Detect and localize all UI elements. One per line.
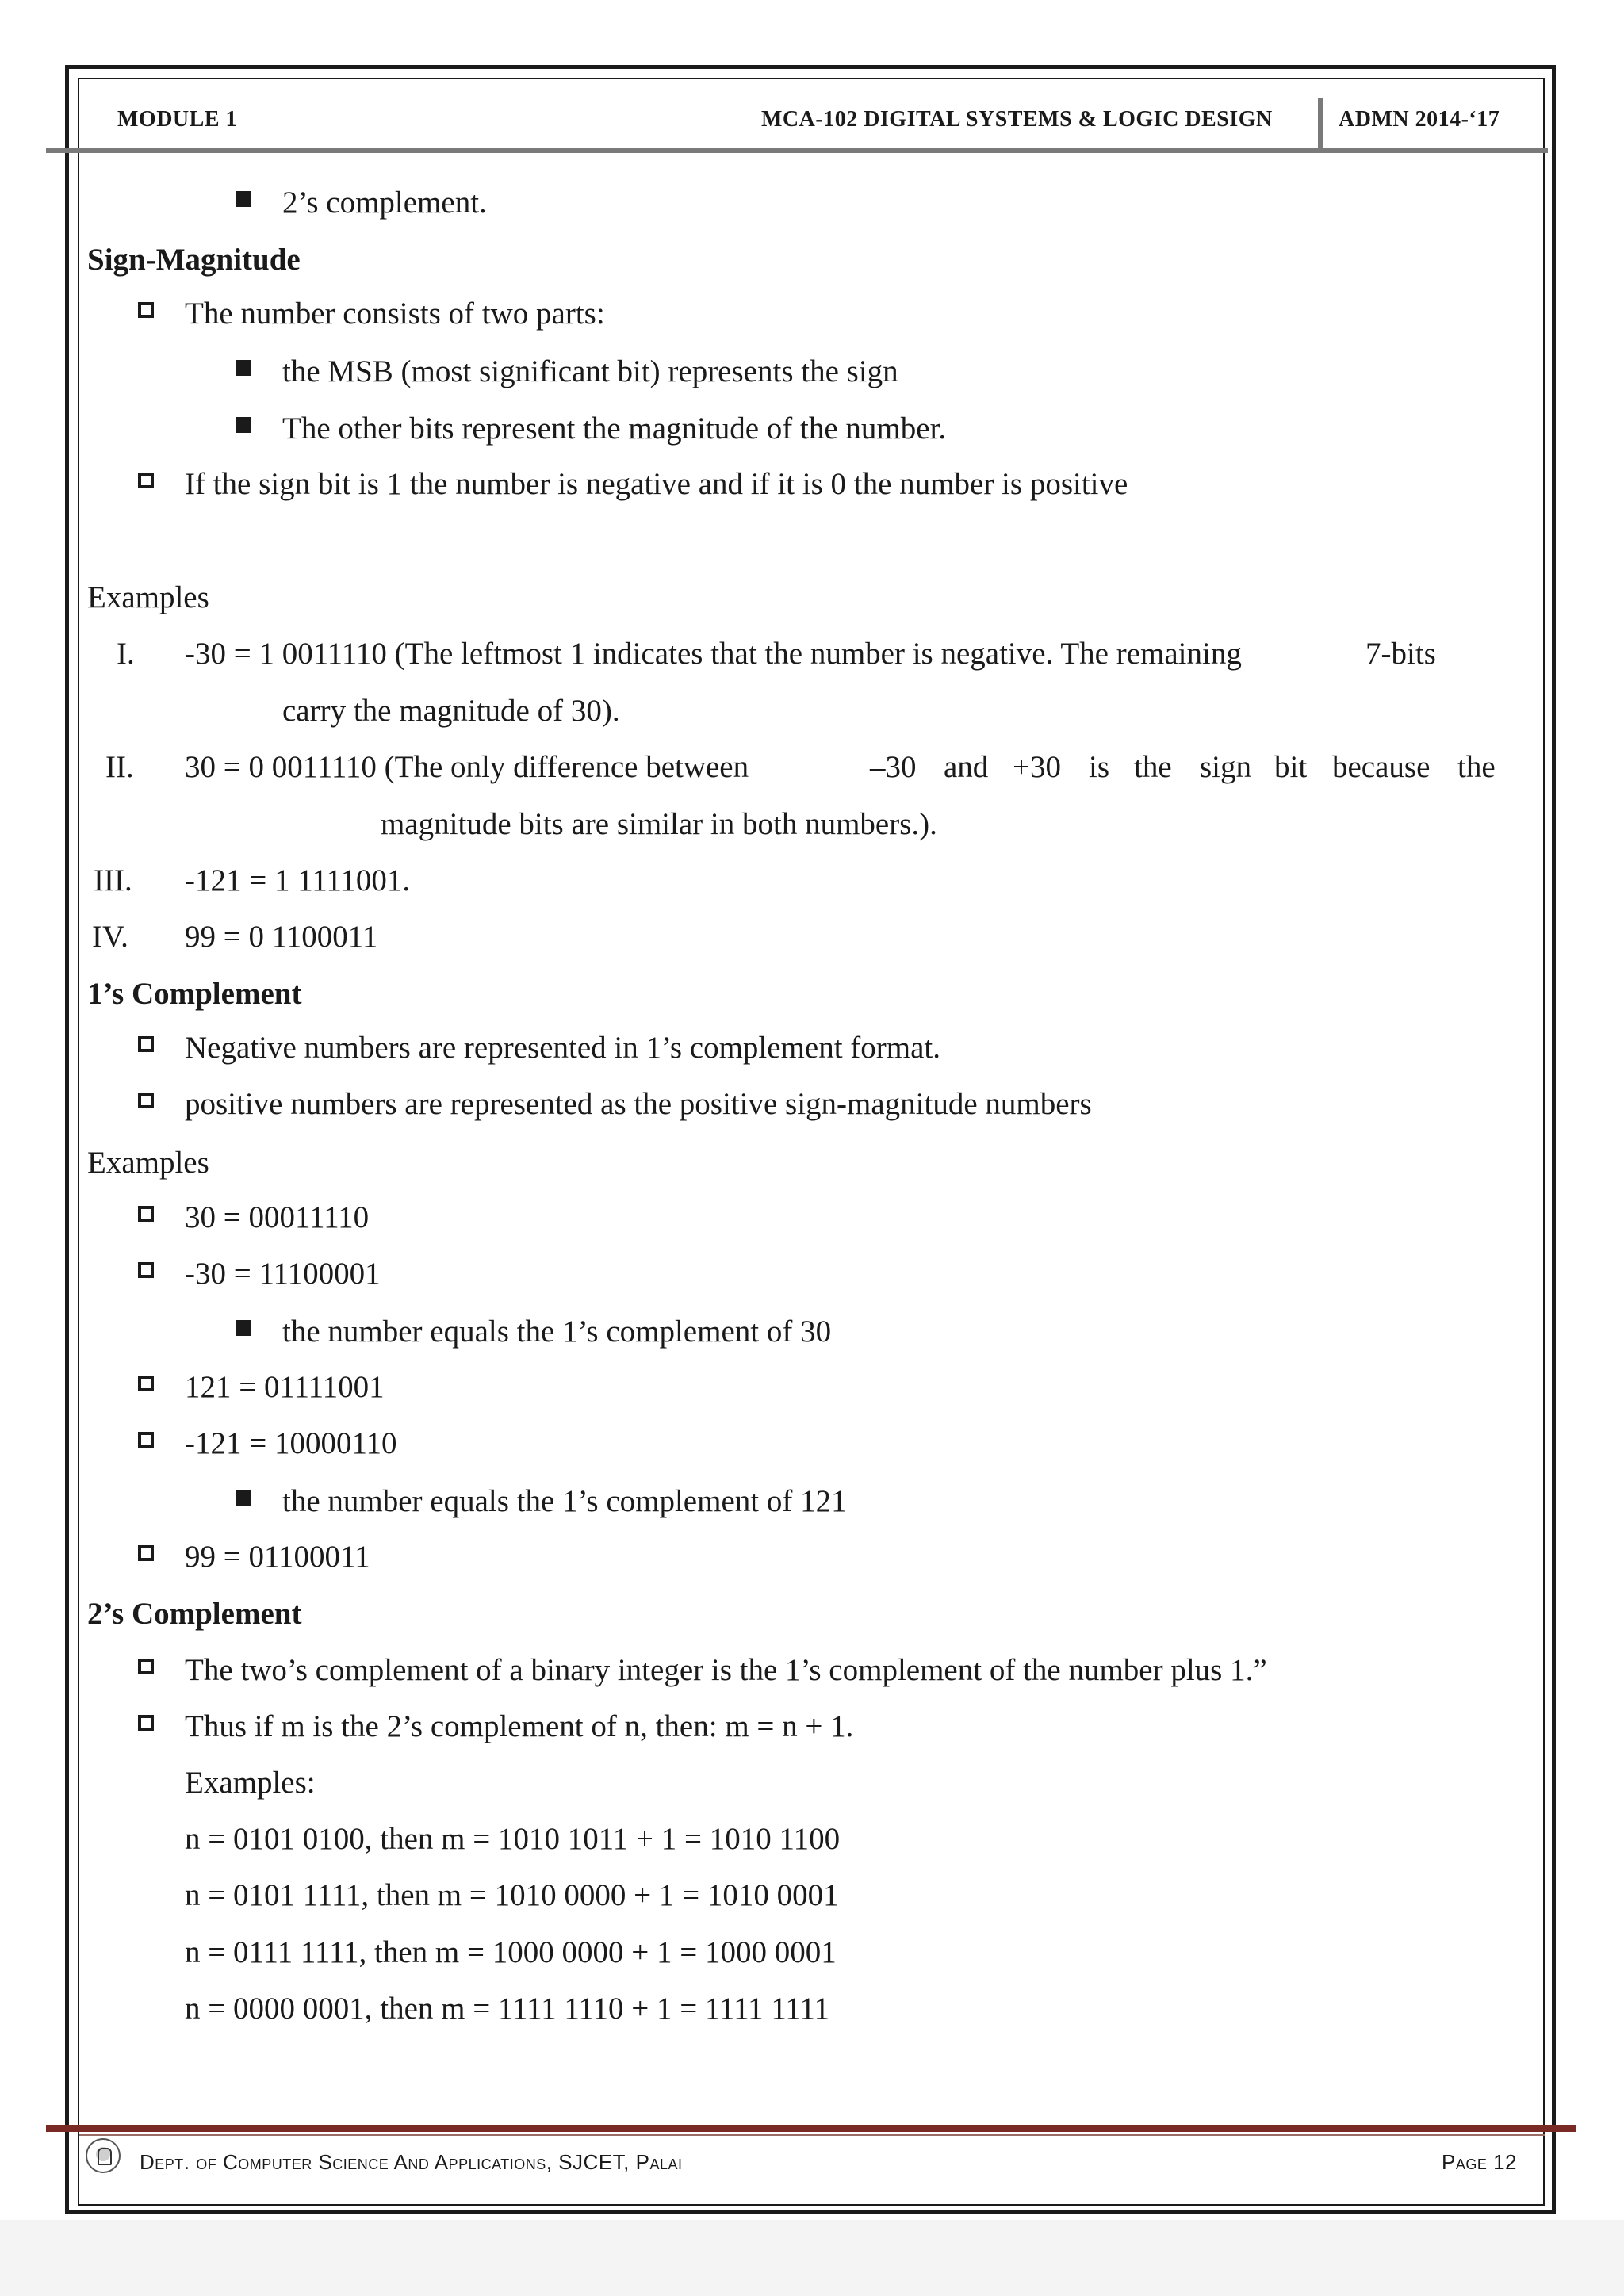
section-heading-ones-complement: 1’s Complement [87,977,302,1011]
section-heading-twos-complement: 2’s Complement [87,1597,302,1631]
footer-rule [46,2125,1576,2132]
bullet-text: If the sign bit is 1 the number is negative and if it is 0 the number is positive [185,467,1128,501]
filled-square-bullet [236,191,251,207]
header-rule [46,148,1548,153]
sub-bullet-text: the number equals the 1’s complement of 121 [282,1484,847,1518]
header-separator [1318,98,1323,149]
sub-bullet-text: the number equals the 1’s complement of 30 [282,1314,832,1349]
page-header [0,78,1624,153]
bullet-text: Negative numbers are represented in 1’s complement format. [185,1031,940,1065]
hollow-square-bullet [138,302,154,318]
hollow-square-bullet [138,1545,154,1561]
example-text: 99 = 0 1100011 [185,920,378,954]
hollow-square-bullet [138,1376,154,1391]
hollow-square-bullet [138,1036,154,1052]
example-word: the [1134,750,1172,784]
example-word: the [1457,750,1496,784]
example-word: sign [1200,750,1252,784]
example-word: because [1332,750,1431,784]
bullet-text: Thus if m is the 2’s complement of n, then: m = n + 1. [185,1709,854,1743]
example-word: bit [1274,750,1308,784]
example-word: and [944,750,989,784]
example-item: -30 = 11100001 [185,1257,381,1291]
footer-rule-thin [79,2134,1545,2136]
sub-bullet-text: the MSB (most significant bit) represents the sign [282,354,898,388]
example-item: 121 = 01111001 [185,1370,385,1404]
example-numeral: I. [117,637,135,671]
bullet-text: positive numbers are represented as the positive sign-magnitude numbers [185,1087,1092,1121]
example-text: 7-bits [1365,637,1436,671]
example-text: -121 = 1 1111001. [185,863,411,897]
filled-square-bullet [236,1490,251,1506]
header-admission: ADMN 2014-‘17 [1339,107,1500,132]
examples-label: Examples: [185,1766,316,1800]
filled-square-bullet [236,360,251,376]
footer-department: Dept. of Computer Science And Applications, SJCET, Palai [140,2150,683,2174]
hollow-square-bullet [138,1262,154,1278]
example-continuation: magnitude bits are similar in both numbers.). [381,807,937,841]
example-word: +30 [1013,750,1061,784]
example-row: n = 0111 1111, then m = 1000 0000 + 1 = 1000 0001 [185,1935,837,1969]
bullet-text: The number consists of two parts: [185,297,605,331]
hollow-square-bullet [138,1715,154,1731]
example-row: n = 0101 0100, then m = 1010 1011 + 1 = 1010 1100 [185,1822,841,1856]
example-item: 99 = 01100011 [185,1540,370,1574]
example-row: n = 0101 1111, then m = 1010 0000 + 1 = 1010 0001 [185,1878,839,1912]
page-margin [0,2220,1624,2296]
college-logo-icon [86,2138,121,2173]
example-text: -30 = 1 0011110 (The leftmost 1 indicates that the number is negative. The remaining [185,637,1242,671]
filled-square-bullet [236,1320,251,1336]
example-row: n = 0000 0001, then m = 1111 1110 + 1 = 1111 1111 [185,1992,830,2026]
hollow-square-bullet [138,1659,154,1674]
hollow-square-bullet [138,1432,154,1448]
hollow-square-bullet [138,473,154,488]
filled-square-bullet [236,417,251,433]
hollow-square-bullet [138,1206,154,1222]
intro-list-item: 2’s complement. [282,186,487,220]
footer-page-number: Page 12 [1442,2150,1517,2174]
header-module: MODULE 1 [117,107,237,132]
section-heading-sign-magnitude: Sign-Magnitude [87,243,301,277]
example-text: 30 = 0 0011110 (The only difference between [185,750,749,784]
examples-label: Examples [87,580,209,614]
example-continuation: carry the magnitude of 30). [282,694,620,728]
sub-bullet-text: The other bits represent the magnitude of the number. [282,411,947,446]
example-numeral: II. [105,750,134,784]
example-numeral: III. [94,863,132,897]
example-item: -121 = 10000110 [185,1426,397,1460]
example-word: –30 [870,750,917,784]
bullet-text: The two’s complement of a binary integer is the 1’s complement of the number plus 1.” [185,1653,1267,1687]
example-numeral: IV. [92,920,128,954]
header-course-title: MCA-102 DIGITAL SYSTEMS & LOGIC DESIGN [761,107,1273,132]
example-item: 30 = 00011110 [185,1200,370,1234]
hollow-square-bullet [138,1093,154,1108]
example-word: is [1089,750,1110,784]
examples-label: Examples [87,1146,209,1180]
